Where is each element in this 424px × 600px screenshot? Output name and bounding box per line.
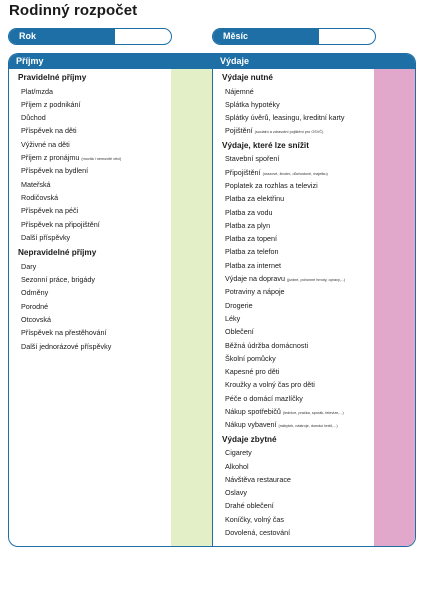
expense-item-label: Péče o domácí mazlíčky — [225, 393, 303, 403]
expense-item-label: Připojištění — [225, 167, 261, 177]
expense-item-row — [213, 232, 345, 245]
expense-item-row — [213, 124, 345, 137]
expense-item-label: Návštěva restaurace — [225, 474, 291, 484]
expense-item-label: Nákup spotřebičů — [225, 407, 281, 417]
income-item-label: Příspěvek na péči — [21, 206, 79, 216]
expense-item-row — [213, 166, 345, 179]
income-item-label: Další jednorázové příspěvky — [21, 341, 112, 351]
expense-item-row — [213, 259, 345, 272]
income-item-label: Odměny — [21, 288, 49, 298]
income-item-row — [9, 111, 121, 124]
income-item-label: Příjem z pronájmu — [21, 153, 80, 163]
income-item-label: Sezonní práce, brigády — [21, 275, 95, 285]
expense-item-row — [213, 192, 345, 205]
expense-item-row — [213, 352, 345, 365]
expense-item-row — [213, 98, 345, 111]
expense-item-row — [213, 245, 345, 258]
income-item-label: Porodné — [21, 301, 49, 311]
expense-item-label: Dovolená, cestování — [225, 527, 291, 537]
expense-item-row — [213, 473, 345, 486]
expense-item-row — [213, 206, 345, 219]
income-item-row — [9, 286, 121, 299]
income-item-row — [9, 178, 121, 191]
income-item-row — [9, 231, 121, 244]
expense-item-row — [213, 325, 345, 338]
expense-item-label: Koníčky, volný čas — [225, 514, 284, 524]
expense-item-row — [213, 392, 345, 405]
income-item-label: Dary — [21, 261, 37, 271]
income-item-label: Příspěvek na připojištění — [21, 219, 100, 229]
expense-item-row — [213, 85, 345, 98]
expense-item-row — [213, 299, 345, 312]
expense-item-label: Platba za topení — [225, 234, 277, 244]
income-list — [9, 71, 121, 353]
expense-item-row — [213, 526, 345, 539]
income-item-label: Otcovská — [21, 314, 51, 324]
income-item-row — [9, 124, 121, 137]
income-item-label: Rodičovská — [21, 192, 59, 202]
income-item-label: Příspěvek na bydlení — [21, 166, 89, 176]
income-item-row — [9, 204, 121, 217]
income-item-label: Výživné na děti — [21, 139, 70, 149]
expense-item-label: Cigarety — [225, 448, 252, 458]
expense-item-note: (nábytek, nástroje, domácí textil,...) — [278, 424, 338, 429]
expense-item-row — [213, 219, 345, 232]
expense-item-label: Oslavy — [225, 488, 247, 498]
expense-item-row — [213, 418, 345, 431]
income-item-row — [9, 98, 121, 111]
expense-item-label: Školní pomůcky — [225, 353, 276, 363]
expense-item-label: Nájemné — [225, 86, 254, 96]
expense-item-row — [213, 460, 345, 473]
expense-item-label: Nákup vybavení — [225, 420, 277, 430]
expenses-panel — [212, 53, 416, 547]
expense-item-label: Pojištění — [225, 126, 253, 136]
expense-item-label: Splátka hypotéky — [225, 99, 280, 109]
expense-item-row — [213, 513, 345, 526]
section-reducible-expenses: Výdaje, které lze snížit — [222, 140, 309, 150]
expense-item-row — [213, 285, 345, 298]
expense-item-label: Kroužky a volný čas pro děti — [225, 380, 315, 390]
year-field[interactable] — [8, 28, 172, 45]
income-item-row — [9, 218, 121, 231]
month-input[interactable] — [319, 29, 375, 44]
income-item-row — [9, 191, 121, 204]
income-item-label: Příspěvek na děti — [21, 126, 77, 136]
section-regular-income: Pravidelné příjmy — [18, 73, 87, 82]
expense-item-label: Potraviny a nápoje — [225, 287, 285, 297]
unnecessary-expense-items — [213, 446, 345, 539]
expense-item-row — [213, 405, 345, 418]
expense-item-label: Kapesné pro děti — [225, 367, 280, 377]
income-item-row — [9, 85, 121, 98]
income-item-row — [9, 273, 121, 286]
expense-item-label: Drahé oblečení — [225, 501, 274, 511]
section-unnecessary-expenses: Výdaje zbytné — [222, 434, 277, 444]
income-item-row — [9, 151, 121, 164]
section-necessary-expenses: Výdaje nutné — [222, 73, 273, 82]
income-item-label: Příjem z podnikání — [21, 99, 81, 109]
regular-income-items — [9, 85, 121, 245]
expense-item-label: Platba za elektřinu — [225, 194, 285, 204]
expense-item-label: Drogerie — [225, 300, 253, 310]
income-item-label: Důchod — [21, 113, 46, 123]
income-item-row — [9, 326, 121, 339]
expense-item-note: (sociální a zdravotní pojištění pro OSVČ) — [254, 130, 324, 135]
month-label: Měsíc — [213, 29, 319, 44]
expense-item-row — [213, 111, 345, 124]
expense-item-label: Oblečení — [225, 327, 254, 337]
income-item-row — [9, 260, 121, 273]
income-item-row — [9, 138, 121, 151]
expense-item-row — [213, 312, 345, 325]
expense-item-label: Platba za plyn — [225, 220, 271, 230]
expense-item-note: (jízdné, pohonné hmoty, opravy,...) — [286, 278, 346, 283]
year-input[interactable] — [115, 29, 171, 44]
income-item-label: Plat/mzda — [21, 86, 53, 96]
income-item-row — [9, 300, 121, 313]
income-item-label: Příspěvek na přestěhování — [21, 328, 107, 338]
expense-item-row — [213, 272, 345, 285]
expense-item-row — [213, 339, 345, 352]
expense-item-label: Platba za internet — [225, 260, 281, 270]
expense-item-row — [213, 152, 345, 165]
expense-item-label: Běžná údržba domácnosti — [225, 340, 309, 350]
reducible-expense-items — [213, 152, 345, 431]
income-amount-column[interactable] — [171, 69, 213, 546]
expense-item-label: Léky — [225, 313, 241, 323]
expense-item-label: Platba za vodu — [225, 207, 273, 217]
expenses-header: Výdaje — [213, 54, 415, 69]
expenses-amount-column[interactable] — [374, 69, 415, 546]
necessary-expense-items — [213, 85, 345, 138]
expense-item-row — [213, 378, 345, 391]
income-header: Příjmy — [9, 54, 213, 69]
income-item-label: Mateřská — [21, 179, 51, 189]
expense-item-label: Poplatek za rozhlas a televizi — [225, 180, 318, 190]
expense-item-label: Stavební spoření — [225, 154, 280, 164]
expense-item-label: Splátky úvěrů, leasingu, kreditní karty — [225, 113, 345, 123]
expense-item-note: (úrazové, životní, důchodové, majetku) — [262, 171, 328, 176]
expense-item-row — [213, 486, 345, 499]
section-irregular-income: Nepravidelné příjmy — [18, 248, 97, 258]
income-item-label: Další příspěvky — [21, 232, 71, 242]
expense-item-label: Alkohol — [225, 461, 249, 471]
income-item-row — [9, 164, 121, 177]
expense-item-row — [213, 446, 345, 459]
irregular-income-items — [9, 260, 121, 353]
expense-item-row — [213, 365, 345, 378]
income-panel — [8, 53, 213, 547]
income-item-note: (movitá i nemovité věci) — [81, 157, 122, 162]
page-title: Rodinný rozpočet — [9, 2, 138, 19]
expense-item-row — [213, 499, 345, 512]
month-field[interactable] — [212, 28, 376, 45]
expense-item-note: (lednice, pračka, sporák, televize,...) — [282, 411, 344, 416]
expenses-list — [213, 71, 345, 539]
expense-item-row — [213, 179, 345, 192]
income-item-row — [9, 313, 121, 326]
income-item-row — [9, 340, 121, 353]
expense-item-label: Výdaje na dopravu — [225, 274, 285, 284]
year-label: Rok — [9, 29, 115, 44]
expense-item-label: Platba za telefon — [225, 247, 279, 257]
